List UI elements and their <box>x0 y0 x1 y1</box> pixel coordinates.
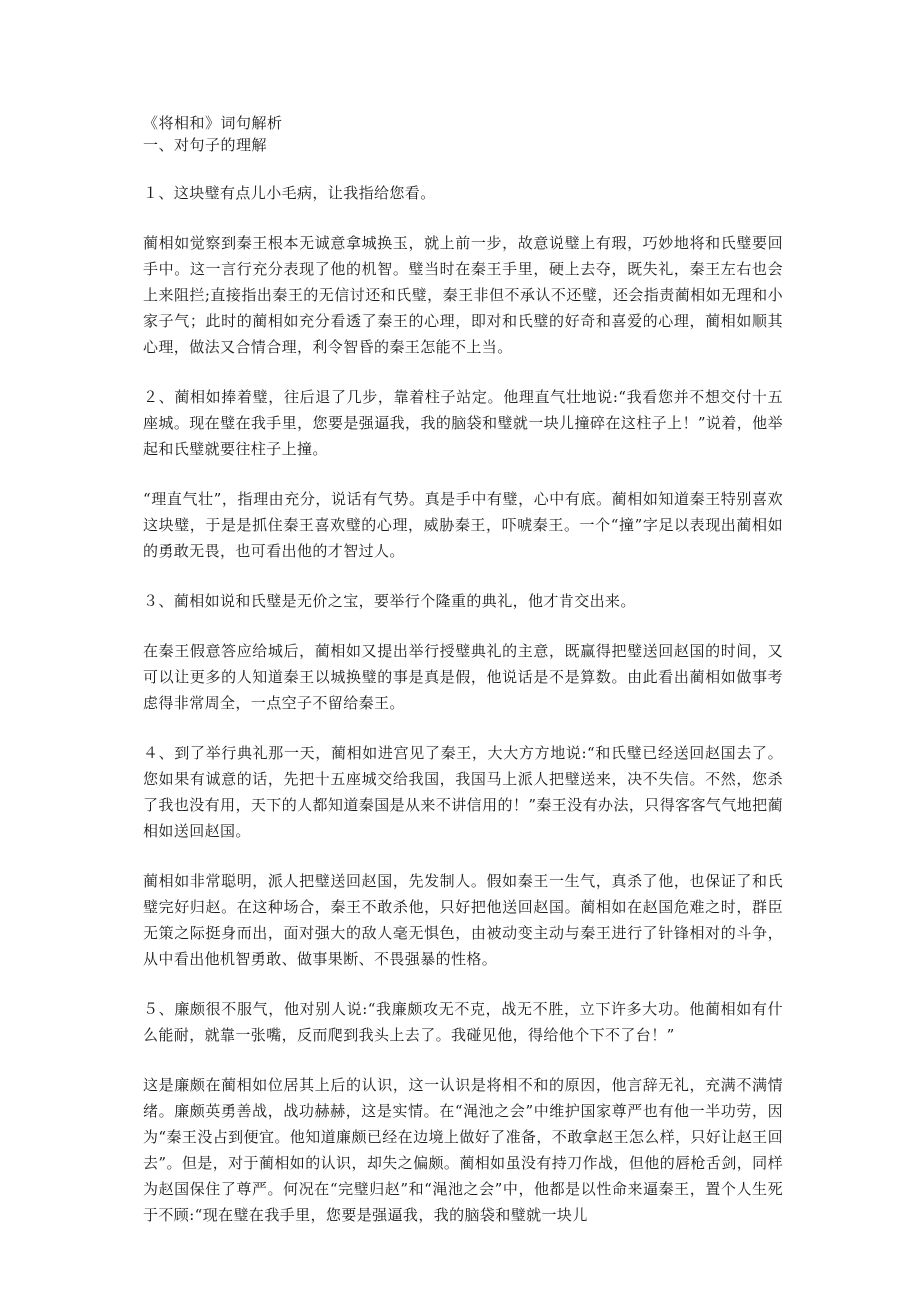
paragraph: ４、到了举行典礼那一天，蔺相如进宫见了秦王，大大方方地说:“和氏璧已经送回赵国去了。您如果有诚意的话，先把十五座城交给我国，我国马上派人把璧送来，决不失信。不然，您杀了我也没有用，天下的人都知道秦国是从来不讲信用的！”秦王没有办法，只得客客气气地把蔺相如送回赵国。 <box>143 744 783 840</box>
paragraph: 在秦王假意答应给城后，蔺相如又提出举行授璧典礼的主意，既赢得把璧送回赵国的时间，又可以让更多的人知道秦王以城换璧的事是真是假，他说话是不是算数。由此看出蔺相如做事考虑得非常周全，一点空子不留给秦王。 <box>143 642 783 712</box>
paragraph: 蔺相如觉察到秦王根本无诚意拿城换玉，就上前一步，故意说璧上有瑕，巧妙地将和氏璧要回手中。这一言行充分表现了他的机智。璧当时在秦王手里，硬上去夺，既失礼，秦王左右也会上来阻拦;直接指出秦王的无信讨还和氏璧，秦王非但不承认不还璧，还会指责蔺相如无理和小家子气；此时的蔺相如充分看透了秦王的心理，即对和氏璧的好奇和喜爱的心理，蔺相如顺其心理，做法又合情合理，利令智昏的秦王怎能不上当。 <box>143 234 783 356</box>
paragraph: 蔺相如非常聪明，派人把璧送回赵国，先发制人。假如秦王一生气，真杀了他，也保证了和氏璧完好归赵。在这种场合，秦王不敢杀他，只好把他送回赵国。蔺相如在赵国危难之时，群臣无策之际挺身而出，面对强大的敌人毫无惧色，由被动变主动与秦王进行了针锋相对的斗争，从中看出他机智勇敢、做事果断、不畏强暴的性格。 <box>143 872 783 968</box>
paragraph: ２、蔺相如捧着璧，往后退了几步，靠着柱子站定。他理直气壮地说:“我看您并不想交付十五座城。现在璧在我手里，您要是强逼我，我的脑袋和璧就一块儿撞碎在这柱子上！”说着，他举起和氏璧就要往柱子上撞。 <box>143 388 783 458</box>
section-heading: 一、对句子的理解 <box>143 136 268 154</box>
paragraph: １、这块璧有点儿小毛病，让我指给您看。 <box>143 184 436 202</box>
paragraph: ３、蔺相如说和氏璧是无价之宝，要举行个隆重的典礼，他才肯交出来。 <box>143 592 636 610</box>
paragraph: “理直气壮”，指理由充分，说话有气势。真是手中有璧，心中有底。蔺相如知道秦王特别喜欢这块璧，于是是抓住秦王喜欢璧的心理，威胁秦王，吓唬秦王。一个“撞”字足以表现出蔺相如的勇敢无畏，也可看出他的才智过人。 <box>143 490 783 560</box>
document-title: 《将相和》词句解析 <box>143 114 283 132</box>
paragraph: ５、廉颇很不服气，他对别人说:“我廉颇攻无不克，战无不胜，立下许多大功。他蔺相如有什么能耐，就靠一张嘴，反而爬到我头上去了。我碰见他，得给他个下不了台！” <box>143 1000 783 1044</box>
paragraph: 这是廉颇在蔺相如位居其上后的认识，这一认识是将相不和的原因，他言辞无礼，充满不满情绪。廉颇英勇善战，战功赫赫，这是实情。在“渑池之会”中维护国家尊严也有他一半功劳，因为“秦王没占到便宜。他知道廉颇已经在边境上做好了准备，不敢拿赵王怎么样，只好让赵王回去”。但是，对于蔺相如的认识，却失之偏颇。蔺相如虽没有持刀作战，但他的唇枪舌剑，同样为赵国保住了尊严。何况在“完璧归赵”和“渑池之会”中，他都是以性命来逼秦王，置个人生死于不顾:“现在璧在我手里，您要是强逼我，我的脑袋和璧就一块儿 <box>143 1076 783 1224</box>
document-page <box>143 112 783 1252</box>
